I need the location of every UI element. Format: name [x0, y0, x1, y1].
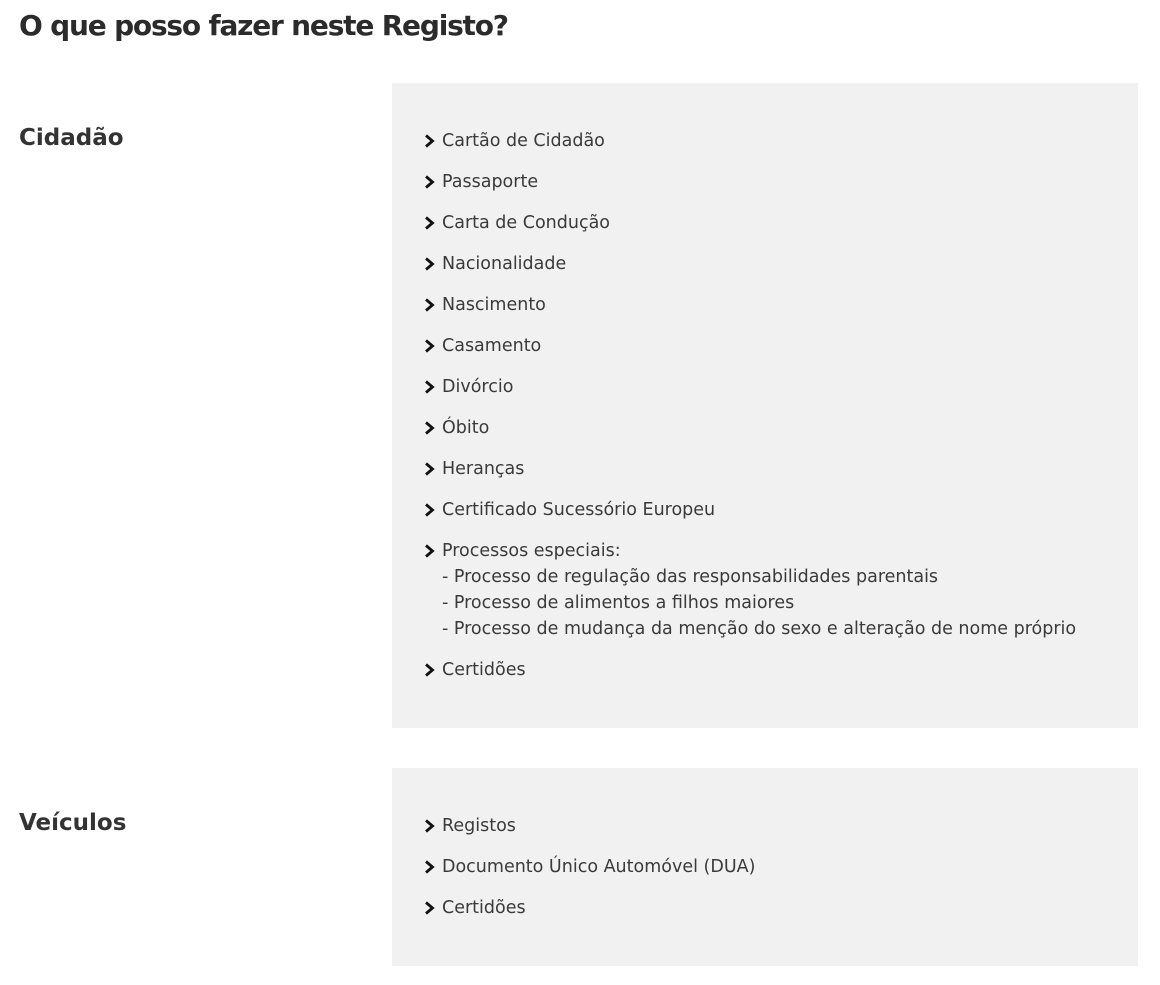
- list-item[interactable]: [392, 854, 1138, 880]
- chevron-right-icon: [424, 380, 435, 394]
- chevron-right-icon: [424, 901, 435, 915]
- chevron-right-icon: [424, 544, 435, 558]
- list-item[interactable]: [392, 374, 1138, 400]
- list-item-label: Nacionalidade: [442, 254, 567, 274]
- list-item-label: Processos especiais:: [442, 541, 621, 561]
- list-item[interactable]: [392, 456, 1138, 482]
- list-item[interactable]: [392, 813, 1138, 839]
- list-item[interactable]: [392, 128, 1138, 154]
- list-item-label: Casamento: [442, 336, 542, 356]
- list-item-label: Certidões: [442, 898, 526, 918]
- sub-item-regulacao: - Processo de regulação das responsabilidades parentais: [442, 567, 939, 587]
- list-item-label: Heranças: [442, 459, 525, 479]
- list-item[interactable]: [392, 210, 1138, 236]
- list-item-label: Óbito: [442, 418, 490, 438]
- list-item-label: Documento Único Automóvel (DUA): [442, 857, 756, 877]
- list-item[interactable]: [392, 497, 1138, 523]
- list-item-label: Registos: [442, 816, 516, 836]
- sub-item-mudanca-sexo: - Processo de mudança da menção do sexo e alteração de nome próprio: [442, 619, 1077, 639]
- cidadao-panel: [392, 83, 1138, 728]
- chevron-right-icon: [424, 819, 435, 833]
- list-item-label: Certificado Sucessório Europeu: [442, 500, 716, 520]
- chevron-right-icon: [424, 663, 435, 677]
- section-label-cidadao: Cidadão: [19, 125, 124, 151]
- chevron-right-icon: [424, 860, 435, 874]
- cidadao-list: [392, 83, 1138, 683]
- list-item[interactable]: [392, 251, 1138, 277]
- list-item-label: Nascimento: [442, 295, 546, 315]
- chevron-right-icon: [424, 339, 435, 353]
- list-item-processos-especiais[interactable]: [392, 538, 1138, 642]
- page-title: O que posso fazer neste Registo?: [19, 9, 508, 42]
- list-item[interactable]: [392, 169, 1138, 195]
- list-item[interactable]: [392, 895, 1138, 921]
- list-item-label: Carta de Condução: [442, 213, 610, 233]
- chevron-right-icon: [424, 298, 435, 312]
- chevron-right-icon: [424, 175, 435, 189]
- list-item-label: Passaporte: [442, 172, 539, 192]
- list-item[interactable]: [392, 657, 1138, 683]
- chevron-right-icon: [424, 257, 435, 271]
- chevron-right-icon: [424, 134, 435, 148]
- chevron-right-icon: [424, 462, 435, 476]
- sub-item-alimentos: - Processo de alimentos a filhos maiores: [442, 593, 795, 613]
- list-item-label: Divórcio: [442, 377, 514, 397]
- veiculos-list: [392, 768, 1138, 921]
- list-item-label: Certidões: [442, 660, 526, 680]
- section-label-veiculos: Veículos: [19, 810, 127, 836]
- list-item-label-group: [442, 538, 1076, 642]
- chevron-right-icon: [424, 503, 435, 517]
- list-item[interactable]: [392, 415, 1138, 441]
- chevron-right-icon: [424, 216, 435, 230]
- list-item[interactable]: [392, 292, 1138, 318]
- chevron-right-icon: [424, 421, 435, 435]
- veiculos-panel: [392, 768, 1138, 966]
- list-item[interactable]: [392, 333, 1138, 359]
- list-item-label: Cartão de Cidadão: [442, 131, 605, 151]
